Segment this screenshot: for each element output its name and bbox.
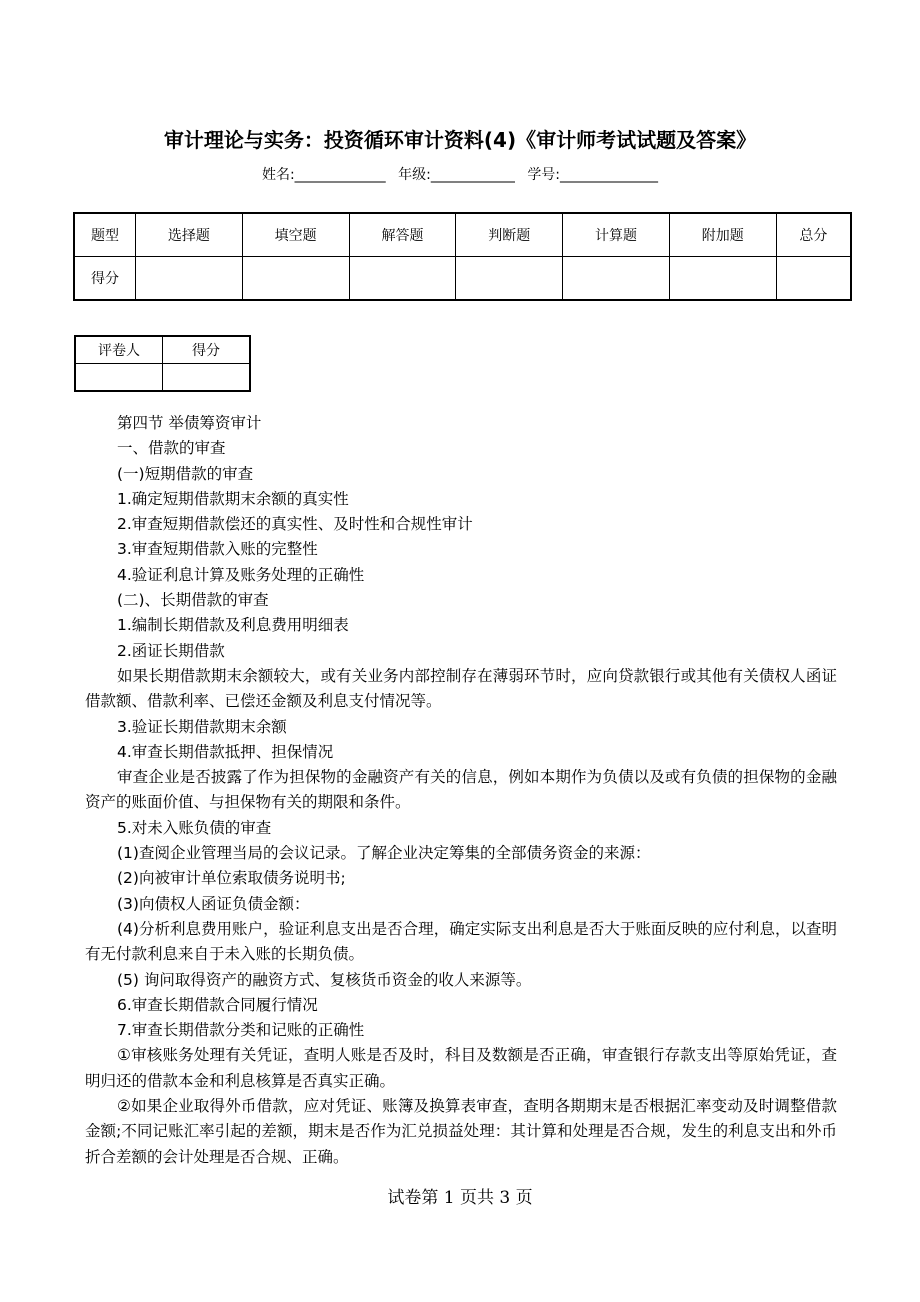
list-item: 2.审查短期借款偿还的真实性、及时性和合规性审计: [117, 515, 473, 534]
row-label: 得分: [74, 257, 136, 301]
list-item: 1.编制长期借款及利息费用明细表: [117, 616, 349, 635]
grade-field: 年级:____________: [398, 167, 515, 183]
document-title: 审计理论与实务：投资循环审计资料(4)《审计师考试试题及答案》: [163, 128, 757, 152]
score-table-header-row: [74, 213, 851, 257]
list-item: 3.审查短期借款入账的完整性: [117, 540, 318, 559]
score-cell: [163, 364, 251, 392]
score-cell: [776, 257, 851, 301]
score-table-score-row: [74, 257, 851, 301]
list-item: (1)查阅企业管理当局的会议记录。了解企业决定筹集的全部债务资金的来源：: [117, 844, 651, 863]
list-item: 2.函证长期借款: [117, 641, 225, 660]
list-item: 4.审查长期借款抵押、担保情况: [117, 742, 334, 761]
header-cell: 题型: [74, 213, 136, 257]
subheading: (一)短期借款的审查: [117, 464, 254, 483]
paragraph: ②如果企业取得外币借款，应对凭证、账簿及换算表审查，查明各期期末是否根据汇率变动及时调整借款金额;不同记账汇率引起的差额，期末是否作为汇兑损益处理：其计算和处理是否合规，发生的利息支出和外币折合差额的会计处理是否合规、正确。: [85, 1097, 837, 1166]
paragraph: 如果长期借款期末余额较大，或有关业务内部控制存在薄弱环节时，应向贷款银行或其他有关债权人函证借款额、借款利率、已偿还金额及利息支付情况等。: [85, 666, 837, 711]
student-id-field: 学号:______________: [527, 167, 659, 183]
list-item: (3)向债权人函证负债金额：: [117, 894, 310, 913]
header-cell: 附加题: [669, 213, 776, 257]
paragraph: (4)分析利息费用账户，验证利息支出是否合理，确定实际支出利息是否大于账面反映的应付利息，以查明有无付款利息来自于未入账的长期负债。: [85, 919, 837, 964]
list-item: (2)向被审计单位索取债务说明书;: [117, 869, 346, 888]
list-item: 6.审查长期借款合同履行情况: [117, 995, 318, 1014]
list-item: 5.对未入账负债的审查: [117, 818, 272, 837]
score-cell: [136, 257, 243, 301]
score-cell: [669, 257, 776, 301]
paragraph: ①审核账务处理有关凭证，查明人账是否及时，科目及数额是否正确，审查银行存款支出等原始凭证，查明归还的借款本金和利息核算是否真实正确。: [85, 1046, 837, 1090]
list-item: (5) 询问取得资产的融资方式、复核货币资金的收人来源等。: [117, 970, 532, 989]
list-item: 3.验证长期借款期末余额: [117, 717, 287, 736]
header-cell: 选择题: [136, 213, 243, 257]
section-heading: 第四节 举债筹资审计: [117, 414, 262, 432]
grader-cell: [75, 364, 163, 392]
score-header: 得分: [163, 336, 251, 364]
score-table: [73, 212, 852, 301]
header-cell: 判断题: [456, 213, 563, 257]
header-cell: 计算题: [563, 213, 670, 257]
header-cell: 总分: [776, 213, 851, 257]
name-field: 姓名:_____________: [261, 167, 386, 183]
document-body: [85, 411, 837, 1170]
list-item: 4.验证利息计算及账务处理的正确性: [117, 565, 365, 584]
heading: 一、借款的审查: [117, 439, 226, 458]
grader-header: 评卷人: [75, 336, 163, 364]
score-cell: [456, 257, 563, 301]
subheading: (二)、长期借款的审查: [117, 591, 269, 610]
list-item: 7.审查长期借款分类和记账的正确性: [117, 1021, 365, 1040]
header-cell: 填空题: [242, 213, 349, 257]
score-cell: [349, 257, 456, 301]
list-item: 1.确定短期借款期末余额的真实性: [117, 489, 349, 508]
student-info-line: [0, 164, 920, 184]
paragraph: 审查企业是否披露了作为担保物的金融资产有关的信息，例如本期作为负债以及或有负债的担保物的金融资产的账面价值、与担保物有关的期限和条件。: [85, 768, 837, 812]
header-cell: 解答题: [349, 213, 456, 257]
grader-table: [74, 335, 251, 392]
score-cell: [563, 257, 670, 301]
page-footer: 试卷第 1 页共 3 页: [387, 1188, 533, 1208]
score-cell: [242, 257, 349, 301]
